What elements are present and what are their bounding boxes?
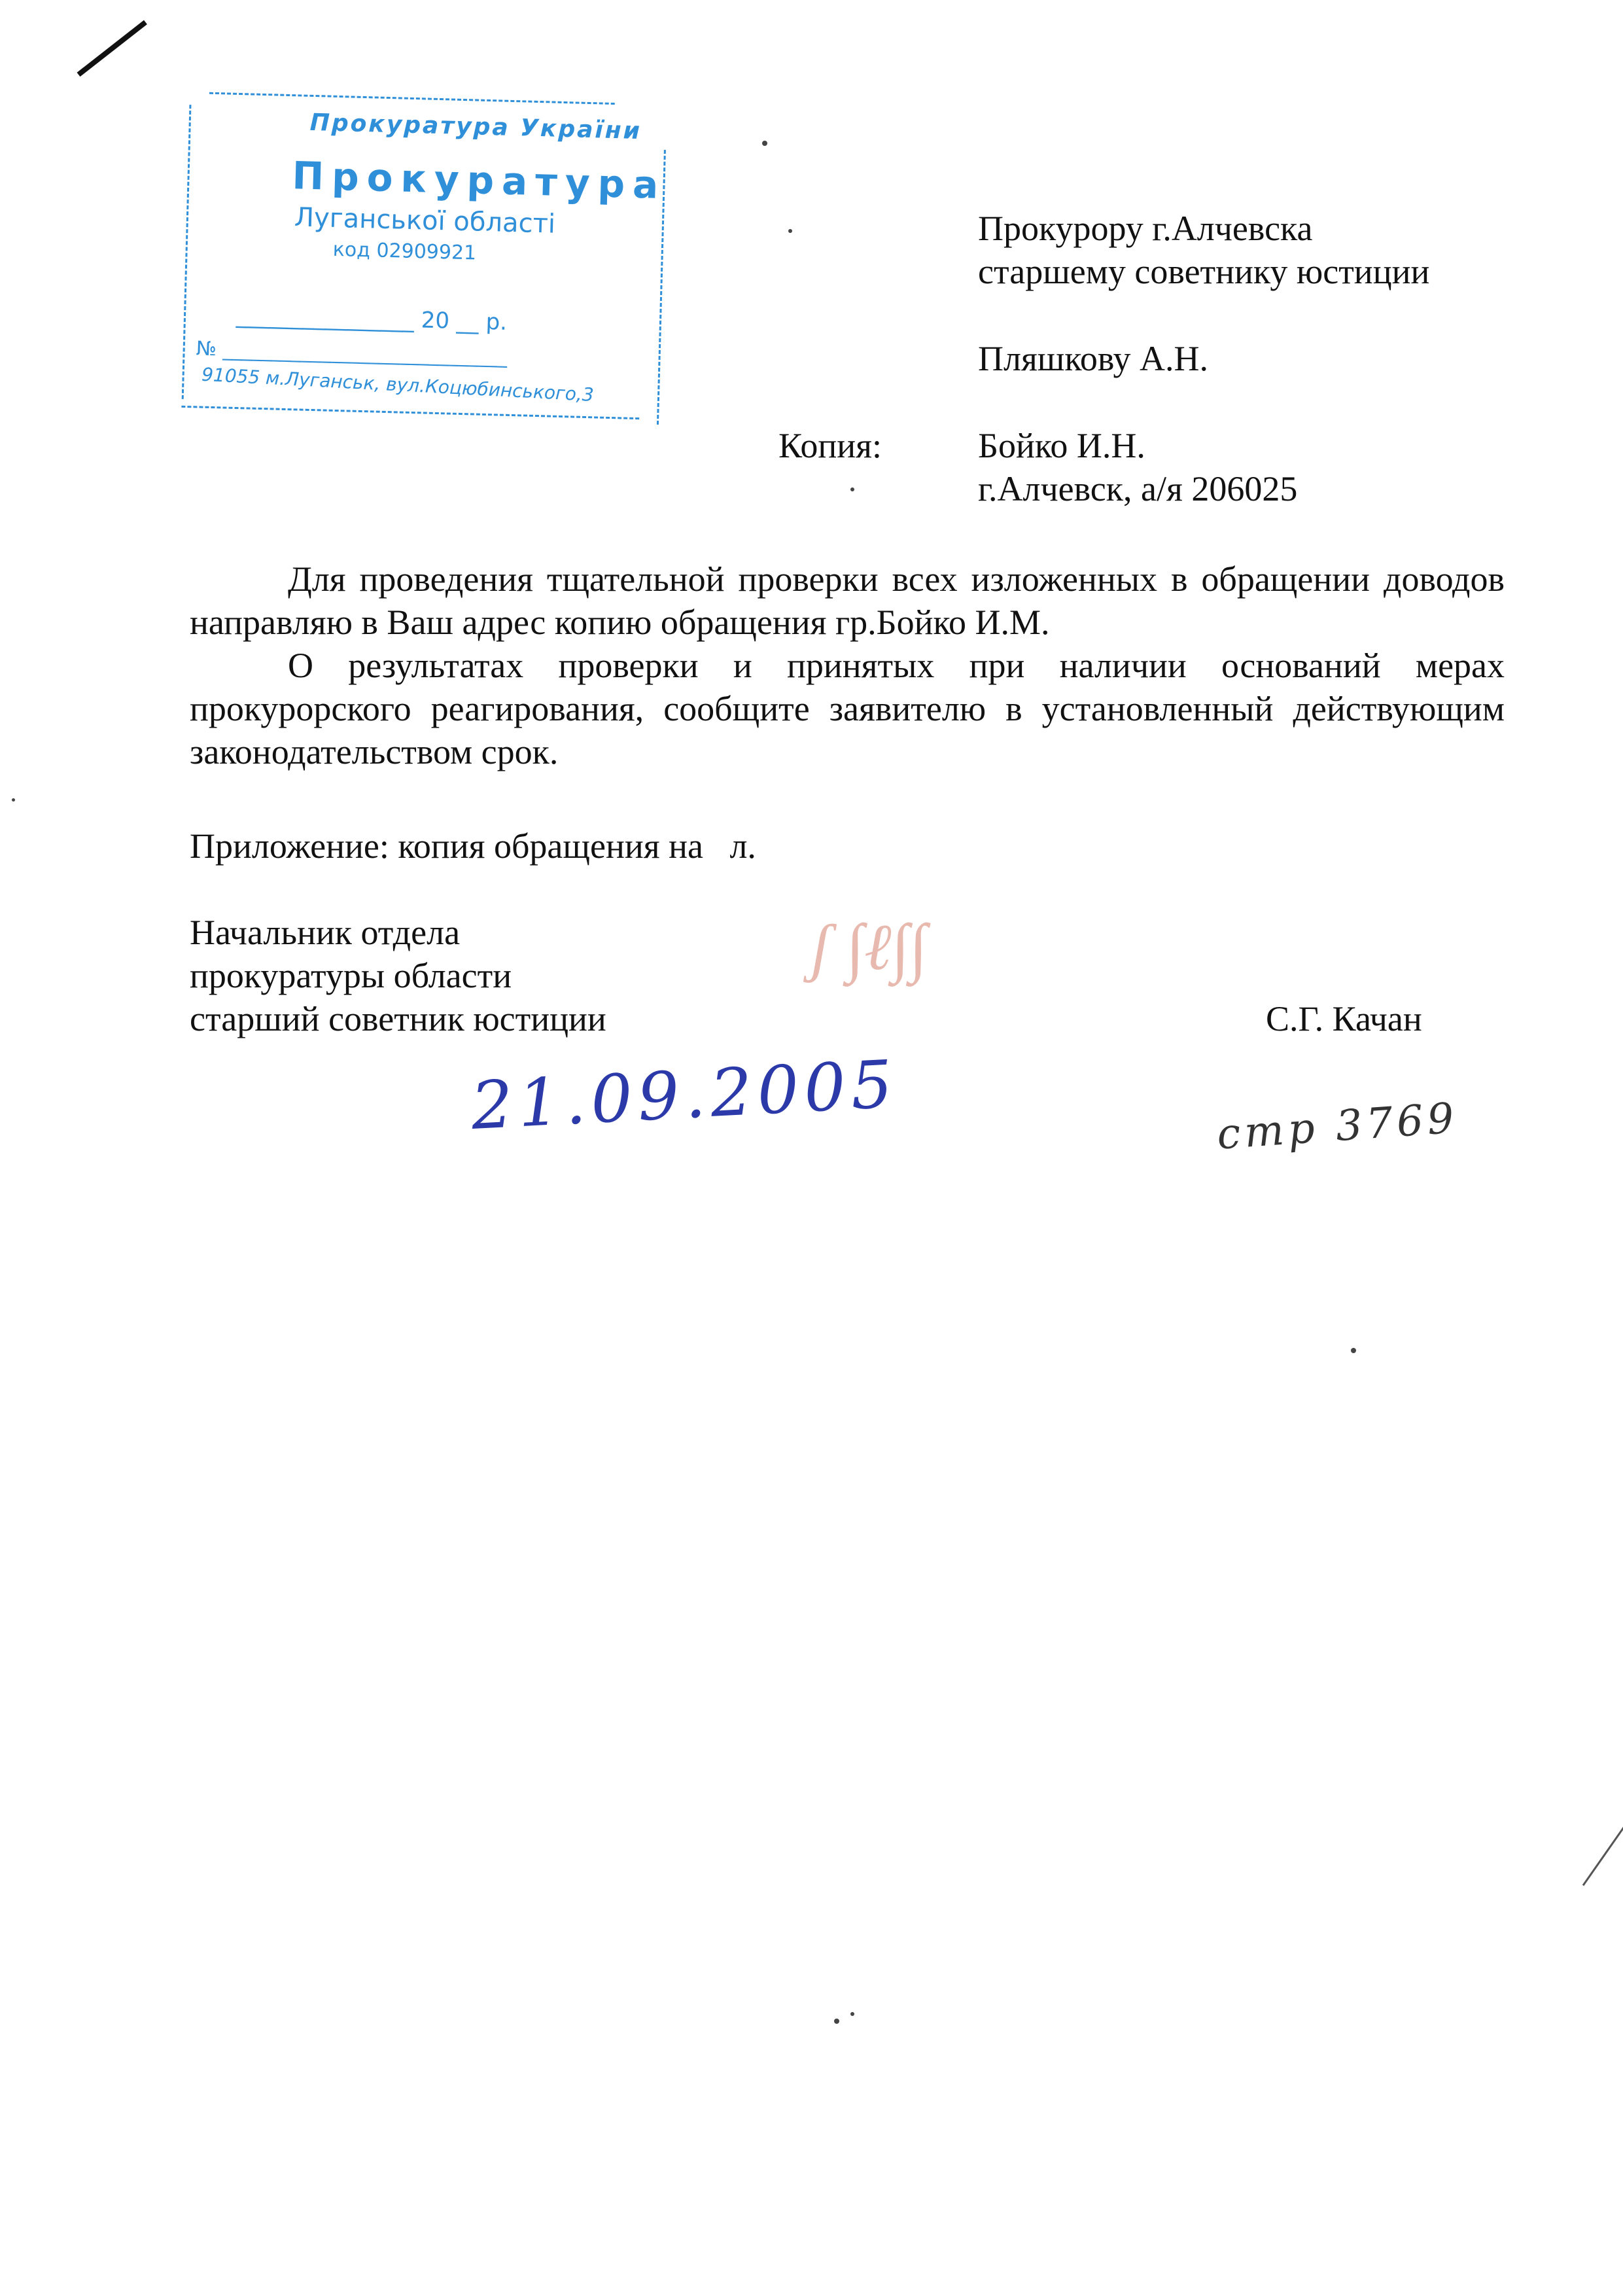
- scan-speck: [12, 798, 15, 802]
- signer-position-line3: старший советник юстиции: [190, 999, 606, 1038]
- stamp-region: Луганської області: [294, 202, 556, 239]
- scan-speck: [850, 2012, 854, 2016]
- recipient-line2: старшему советнику юстиции: [978, 252, 1430, 291]
- scan-speck: [850, 487, 854, 491]
- copy-label: Копия:: [778, 426, 882, 465]
- recipient-name: Пляшкову А.Н.: [978, 339, 1209, 378]
- handwritten-note: стр 3769: [1215, 1094, 1459, 1159]
- recipient-line1: Прокурору г.Алчевска: [978, 209, 1313, 248]
- signer-position-line1: Начальник отдела: [190, 913, 461, 952]
- handwritten-date: 21.09.2005: [469, 1046, 900, 1144]
- scan-speck: [1351, 1348, 1356, 1353]
- registration-stamp: [181, 92, 667, 431]
- stamp-code: код 02909921: [332, 238, 477, 265]
- stamp-border: [209, 92, 615, 105]
- copy-address: г.Алчевск, а/я 206025: [978, 469, 1298, 508]
- scan-speck: [834, 2019, 839, 2024]
- scan-speck: [762, 141, 767, 146]
- stamp-address: 91055 м.Луганськ, вул.Коцюбинського,3: [201, 363, 595, 406]
- attachment-line: Приложение: копия обращения на л.: [190, 826, 756, 866]
- stamp-border: [182, 105, 192, 399]
- stamp-number-line: № _____________________________: [196, 337, 508, 368]
- stamp-border: [181, 406, 639, 419]
- signer-position-line2: прокуратуры области: [190, 956, 512, 995]
- body-paragraph-2: О результатах проверки и принятых при наличии оснований мерах прокурорского реагирования, сообщите заявителю в установленный действующим законодательством срок.: [190, 646, 1505, 771]
- scan-mark: [77, 20, 147, 77]
- body-paragraph-1: Для проведения тщательной проверки всех изложенных в обращении доводов направляю в Ваш адрес копию обращения гр.Бойко И.М.: [190, 559, 1505, 642]
- stamp-date-line: ________________ 20 __ р.: [236, 302, 508, 336]
- stamp-org: Прокуратура України: [309, 109, 642, 145]
- signer-name: С.Г. Качан: [1266, 999, 1422, 1038]
- scan-mark: [1582, 1826, 1623, 1886]
- signature-scribble: ʃ ∫ℓ∫∫: [811, 911, 928, 983]
- stamp-title: Прокуратура: [291, 153, 667, 208]
- copy-name: Бойко И.Н.: [978, 426, 1145, 465]
- scan-speck: [788, 229, 792, 233]
